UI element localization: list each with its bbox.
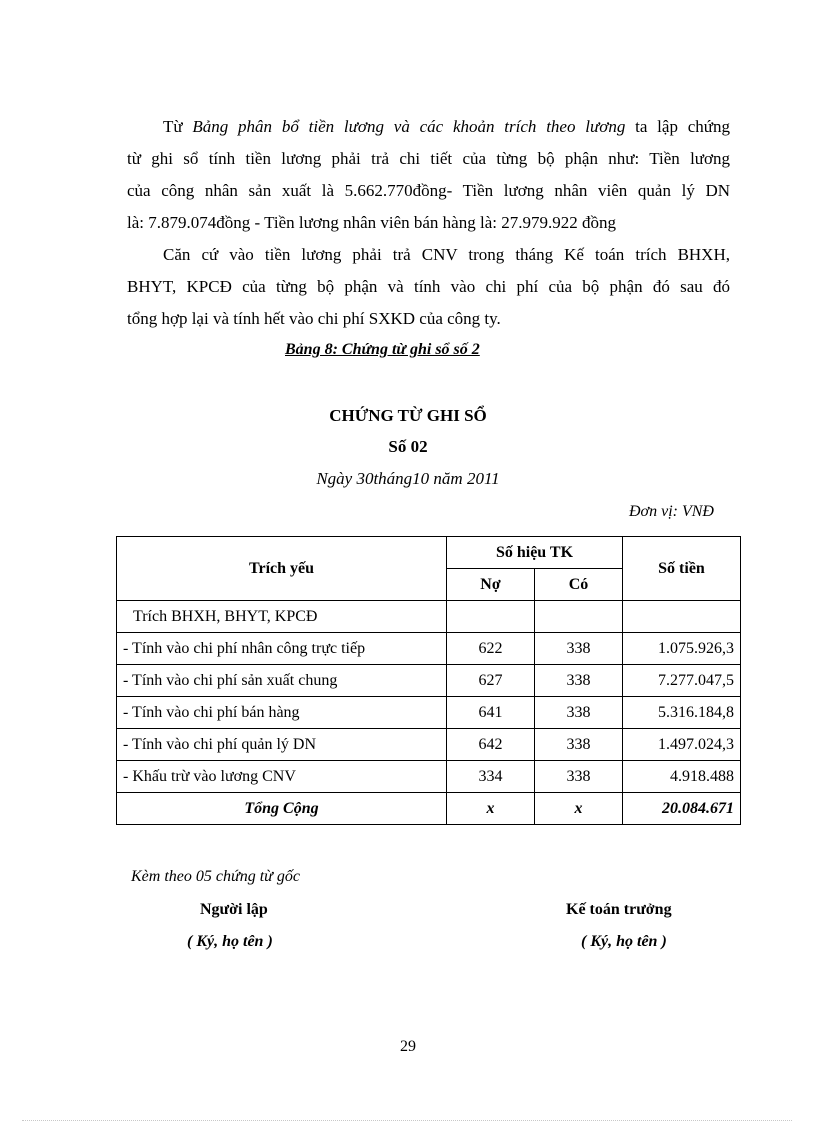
chief-accountant-title: Kế toán trưởng	[566, 901, 672, 918]
total-amount: 20.084.671	[623, 793, 741, 825]
total-debit: x	[447, 793, 535, 825]
row-credit: 338	[535, 633, 623, 665]
document-title: CHỨNG TỪ GHI SỔ	[329, 406, 487, 425]
header-description: Trích yếu	[117, 537, 447, 601]
paragraph-1-line-4: là: 7.879.074đồng - Tiền lương nhân viên bán hàng là: 27.979.922 đồng	[127, 213, 616, 232]
attachment-note: Kèm theo 05 chứng từ gốc	[131, 868, 300, 885]
row-debit: 334	[447, 761, 535, 793]
row-description: - Tính vào chi phí bán hàng	[117, 697, 447, 729]
row-description: - Tính vào chi phí nhân công trực tiếp	[117, 633, 447, 665]
preparer-title: Người lập	[200, 901, 268, 918]
document-date: Ngày 30tháng10 năm 2011	[316, 469, 500, 488]
table-row	[117, 633, 741, 665]
text-run: Từ	[163, 117, 193, 136]
table-row	[117, 665, 741, 697]
row-debit: 642	[447, 729, 535, 761]
row-debit: 627	[447, 665, 535, 697]
total-credit: x	[535, 793, 623, 825]
total-row	[117, 793, 741, 825]
table-caption: Bảng 8: Chứng từ ghi sổ số 2	[285, 341, 480, 358]
empty-cell	[535, 601, 623, 633]
row-amount: 1.075.926,3	[623, 633, 741, 665]
row-description: - Tính vào chi phí quản lý DN	[117, 729, 447, 761]
row-debit: 641	[447, 697, 535, 729]
page-number: 29	[400, 1038, 416, 1055]
italic-reference: Bảng phân bổ tiền lương và các khoản trích theo lương	[192, 117, 626, 136]
section-row	[117, 601, 741, 633]
row-description: - Tính vào chi phí sản xuất chung	[117, 665, 447, 697]
row-amount: 5.316.184,8	[623, 697, 741, 729]
preparer-signature-note: ( Ký, họ tên )	[187, 933, 273, 950]
paragraph-2-line-3: tổng hợp lại và tính hết vào chi phí SXKD của công ty.	[127, 309, 501, 328]
row-credit: 338	[535, 729, 623, 761]
paragraph-1-line-1	[163, 116, 730, 137]
section-label: Trích BHXH, BHYT, KPCĐ	[117, 601, 447, 633]
row-credit: 338	[535, 697, 623, 729]
chief-accountant-signature-note: ( Ký, họ tên )	[581, 933, 667, 950]
paragraph-2-line-1: Căn cứ vào tiền lương phải trả CNV trong tháng Kế toán trích BHXH,	[163, 245, 730, 264]
header-row	[117, 537, 741, 569]
page-footer-divider	[22, 1120, 792, 1121]
row-credit: 338	[535, 665, 623, 697]
paragraph-1-line-3: của công nhân sản xuất là 5.662.770đồng- Tiền lương nhân viên quản lý DN	[127, 181, 730, 200]
table-row	[117, 761, 741, 793]
currency-unit: Đơn vị: VNĐ	[629, 503, 714, 520]
text-run: ta lập chứng	[625, 117, 731, 136]
row-description: - Khấu trừ vào lương CNV	[117, 761, 447, 793]
header-amount: Số tiền	[623, 537, 741, 601]
table-row	[117, 729, 741, 761]
header-debit: Nợ	[447, 569, 535, 601]
row-amount: 1.497.024,3	[623, 729, 741, 761]
empty-cell	[623, 601, 741, 633]
document-number: Số 02	[388, 437, 428, 456]
header-account-number: Số hiệu TK	[447, 537, 623, 569]
row-amount: 4.918.488	[623, 761, 741, 793]
paragraph-1-line-2: từ ghi sổ tính tiền lương phải trả chi tiết của từng bộ phận như: Tiền lương	[127, 149, 730, 168]
header-credit: Có	[535, 569, 623, 601]
table-row	[117, 697, 741, 729]
row-amount: 7.277.047,5	[623, 665, 741, 697]
voucher-table	[116, 536, 741, 825]
row-credit: 338	[535, 761, 623, 793]
total-label: Tổng Cộng	[117, 793, 447, 825]
empty-cell	[447, 601, 535, 633]
paragraph-2-line-2: BHYT, KPCĐ của từng bộ phận và tính vào chi phí của bộ phận đó sau đó	[127, 277, 730, 296]
row-debit: 622	[447, 633, 535, 665]
